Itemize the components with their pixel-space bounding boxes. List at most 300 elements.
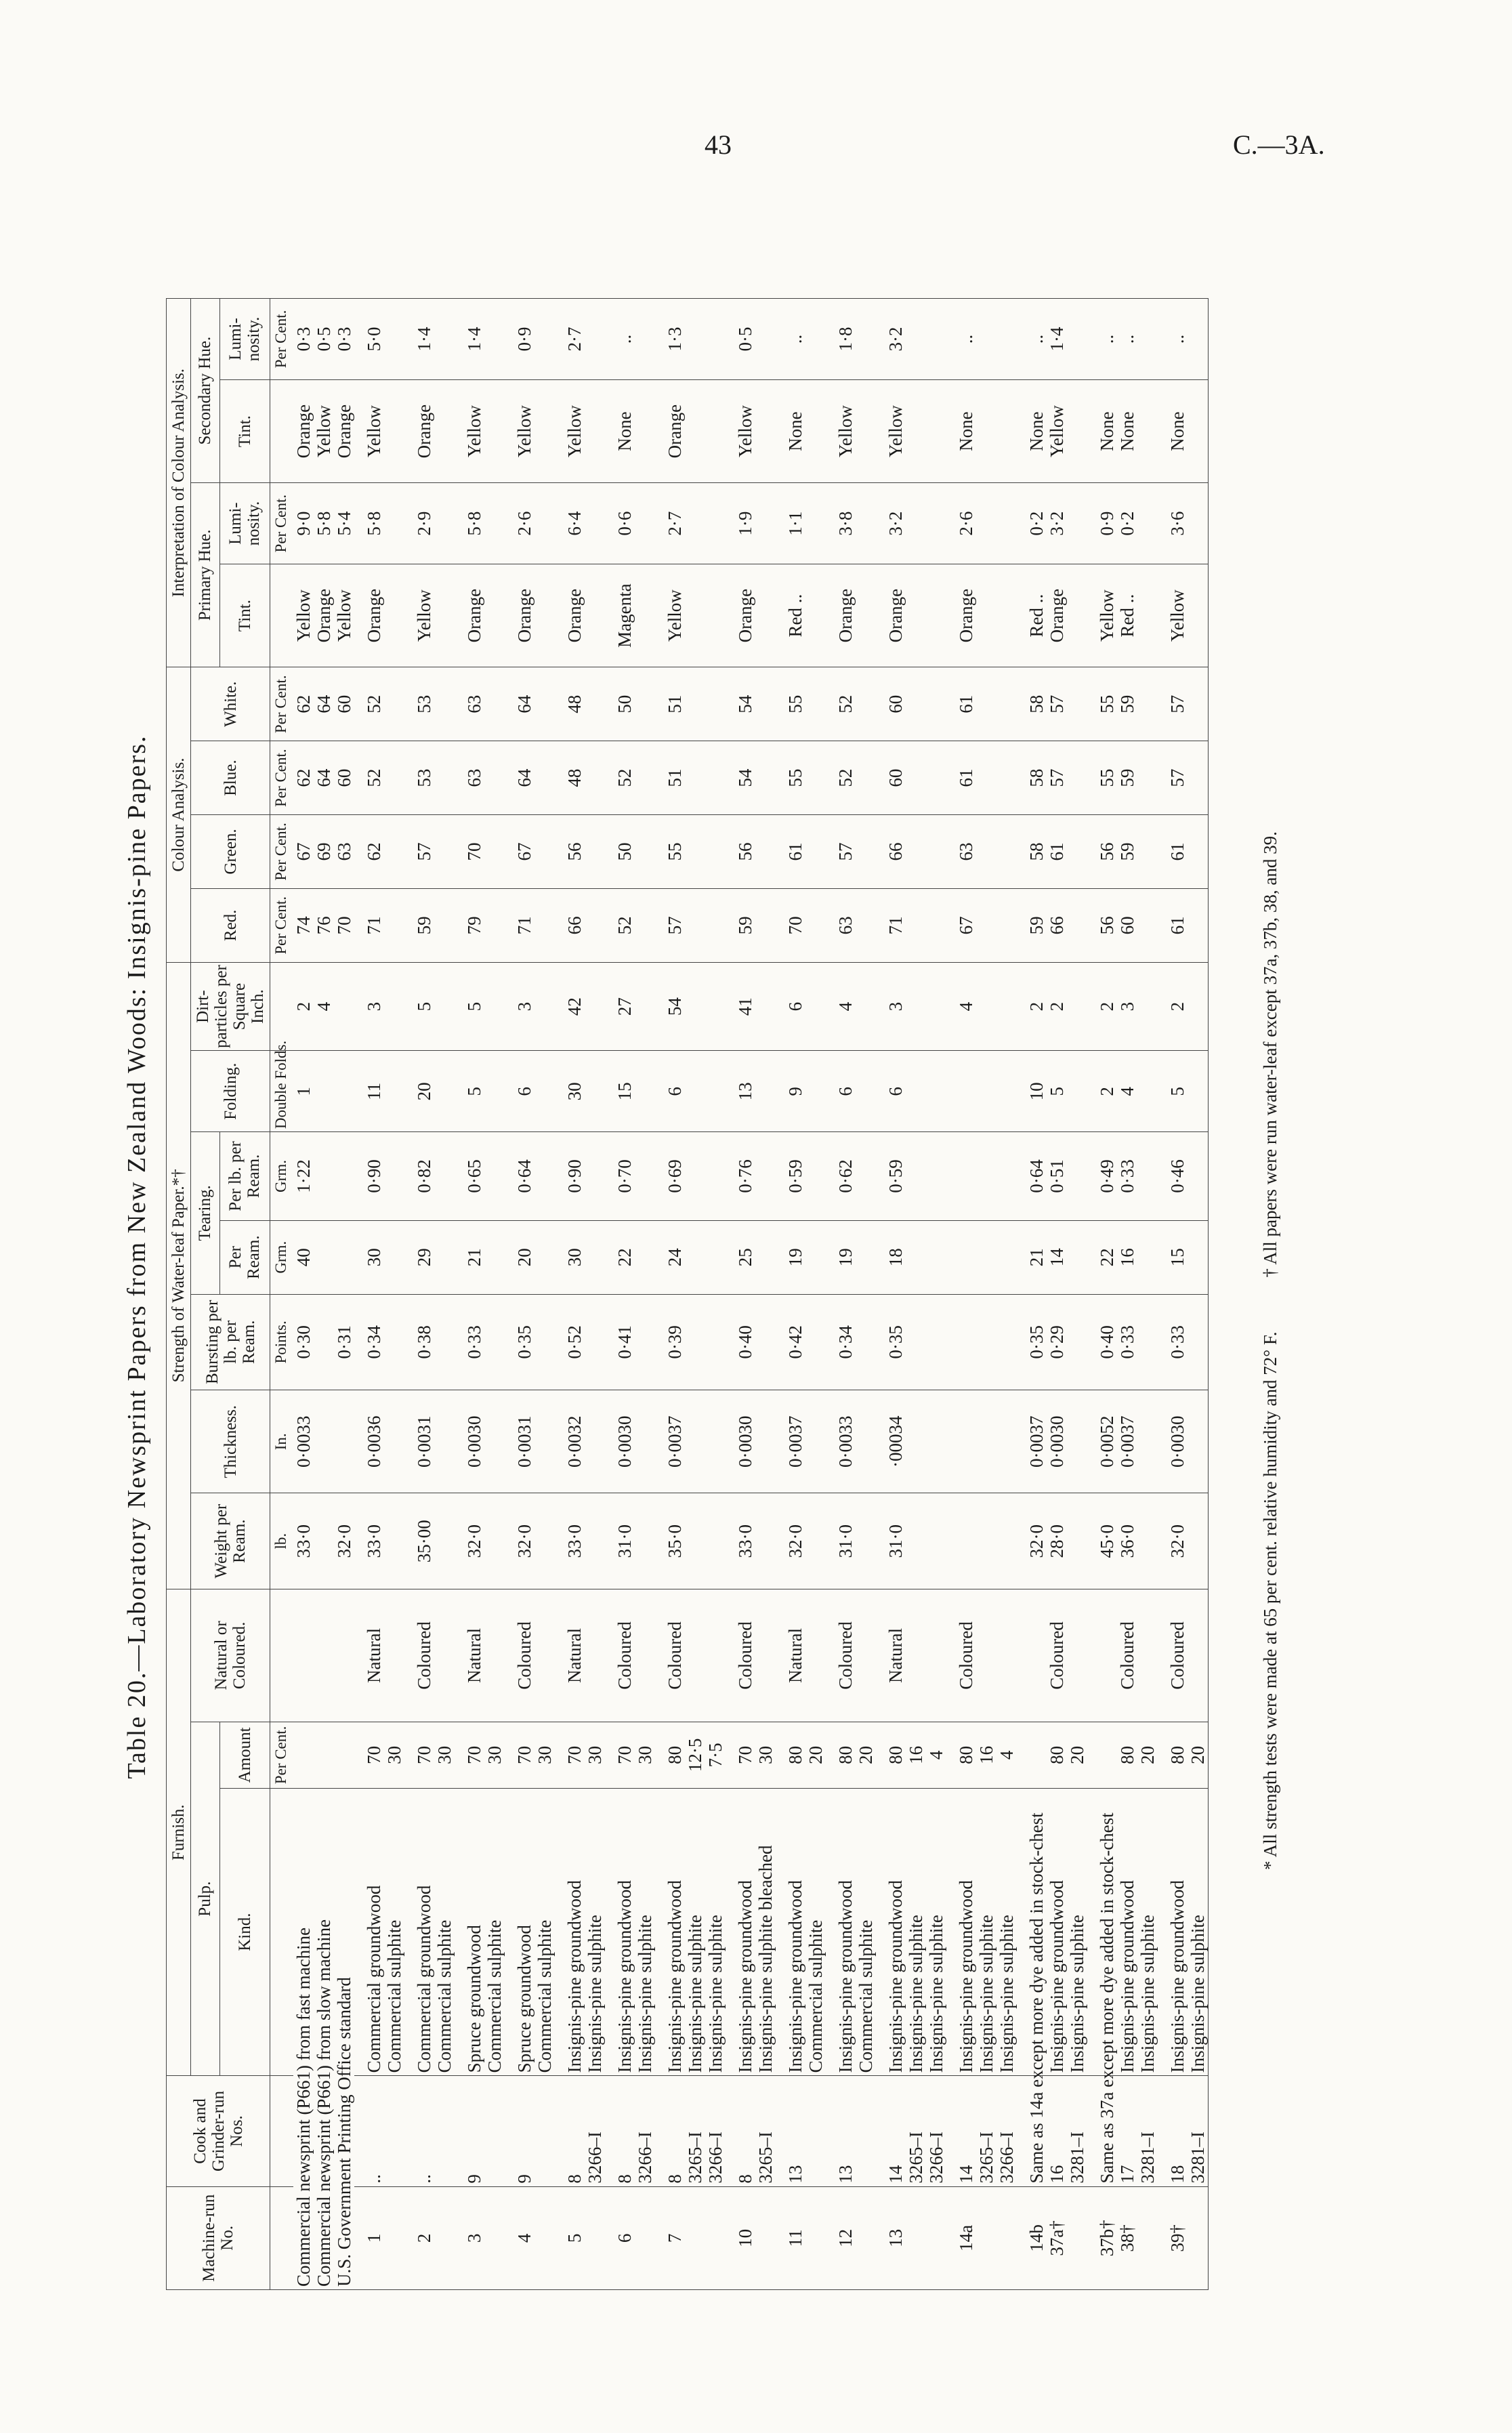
cell-tear-per-lb: 0·82	[404, 1132, 455, 1221]
cell-bursting: 0·34	[354, 1294, 404, 1390]
cell-weight	[946, 1493, 1017, 1589]
cell-red: 71	[505, 888, 555, 962]
cell-thickness	[334, 1390, 354, 1493]
cell-thickness	[946, 1390, 1017, 1493]
cell-tear-per-lb	[334, 1132, 354, 1221]
table-row	[455, 299, 505, 2290]
cell-secondary-luminosity: 1·4	[404, 299, 455, 380]
cell-cook-run: 14 3265–I 3266–I	[876, 2076, 946, 2186]
unit-white: Per Cent.	[270, 667, 294, 741]
cell-bursting: 0·38	[404, 1294, 455, 1390]
cell-weight: 45·0 36·0	[1087, 1493, 1158, 1589]
cell-dirt: 3	[354, 962, 404, 1051]
cell-machine-run: 10	[726, 2186, 776, 2289]
unit-amount: Per Cent.	[270, 1722, 294, 1788]
cell-machine-run: Commercial newsprint (P661) from fast machine	[293, 1788, 314, 2289]
cell-tear-per-ream: 22	[605, 1220, 655, 1294]
cell-machine-run: 14b 37a†	[1017, 2186, 1087, 2289]
table-title: Table 20.—Laboratory Newsprint Papers from New Zealand Woods: Insignis-pine Papers.	[123, 734, 151, 1779]
cell-tear-per-lb: 0·65	[455, 1132, 505, 1221]
header-dirt: Dirt-particles per Square Inch.	[191, 962, 270, 1051]
cell-primary-tint: Yellow	[404, 564, 455, 667]
cell-primary-luminosity: 5·4	[334, 483, 354, 564]
cell-amount: 70 30	[555, 1722, 605, 1788]
cell-secondary-luminosity: .. 1·4	[1017, 299, 1087, 380]
cell-secondary-luminosity: ..	[1158, 299, 1209, 380]
header-secondary-hue: Secondary Hue.	[191, 299, 220, 483]
cell-primary-luminosity: 9·0	[293, 483, 314, 564]
cell-blue: 55 59	[1087, 741, 1158, 815]
cell-primary-tint: Orange	[876, 564, 946, 667]
cell-green: 63	[946, 815, 1017, 889]
cell-secondary-tint: None None	[1087, 379, 1158, 482]
cell-white: 53	[404, 667, 455, 741]
unit-folding: Double Folds.	[270, 1051, 294, 1132]
cell-thickness: 0·0052 0·0037	[1087, 1390, 1158, 1493]
cell-machine-run: Commercial newsprint (P661) from slow machine	[314, 1788, 334, 2289]
header-primary-hue: Primary Hue.	[191, 483, 220, 667]
unit-blue: Per Cent.	[270, 741, 294, 815]
header-furnish: Furnish.	[167, 1589, 191, 2075]
cell-pulp-kind: Commercial groundwood Commercial sulphite	[354, 1788, 404, 2075]
cell-bursting: 0·35	[876, 1294, 946, 1390]
cell-blue: 58 57	[1017, 741, 1087, 815]
cell-white: 60	[334, 667, 354, 741]
cell-primary-luminosity: 5·8	[455, 483, 505, 564]
cell-secondary-tint: Orange	[334, 379, 354, 482]
cell-cook-run: 8 3266–I	[555, 2076, 605, 2186]
cell-red: 63	[826, 888, 876, 962]
cell-blue: 61	[946, 741, 1017, 815]
cell-primary-luminosity: 5·8	[314, 483, 334, 564]
cell-secondary-tint: Yellow	[455, 379, 505, 482]
table-row	[655, 299, 726, 2290]
cell-thickness: 0·0031	[505, 1390, 555, 1493]
cell-red: 57	[655, 888, 726, 962]
header-folding: Folding.	[191, 1051, 270, 1132]
header-white: White.	[191, 667, 270, 741]
header-bursting: Bursting per lb. per Ream.	[191, 1294, 270, 1390]
unit-secondary-luminosity: Per Cent.	[270, 299, 294, 380]
cell-tear-per-ream: 40	[293, 1220, 314, 1294]
cell-bursting: 0·52	[555, 1294, 605, 1390]
cell-primary-tint: Yellow	[293, 564, 314, 667]
cell-thickness	[314, 1390, 334, 1493]
cell-red: 70	[334, 888, 354, 962]
cell-bursting	[946, 1294, 1017, 1390]
cell-dirt: 4	[314, 962, 334, 1051]
table-row	[946, 299, 1017, 2290]
cell-tear-per-lb: 0·90	[555, 1132, 605, 1221]
cell-amount: 70 30	[455, 1722, 505, 1788]
header-primary-tint: Tint.	[219, 564, 270, 667]
cell-secondary-luminosity: 0·3	[293, 299, 314, 380]
cell-primary-tint: Orange	[726, 564, 776, 667]
cell-secondary-tint: None	[605, 379, 655, 482]
cell-natural-coloured: Coloured	[1087, 1589, 1158, 1722]
cell-thickness: 0·0036	[354, 1390, 404, 1493]
cell-primary-tint: Orange	[555, 564, 605, 667]
cell-blue: 62	[293, 741, 314, 815]
cell-bursting: 0·34	[826, 1294, 876, 1390]
cell-amount	[293, 1722, 314, 1788]
unit-primary-luminosity: Per Cent.	[270, 483, 294, 564]
cell-pulp-kind: Insignis-pine groundwood Insignis-pine sulphite Insignis-pine sulphite	[876, 1788, 946, 2075]
cell-natural-coloured: Natural	[876, 1589, 946, 1722]
cell-tear-per-lb: 0·64	[505, 1132, 555, 1221]
cell-blue: 48	[555, 741, 605, 815]
cell-tear-per-lb: 0·64 0·51	[1017, 1132, 1087, 1221]
table-row	[293, 299, 314, 2290]
table-row	[605, 299, 655, 2290]
cell-green: 61	[776, 815, 826, 889]
cell-secondary-tint: None	[1158, 379, 1209, 482]
cell-secondary-tint: Orange	[655, 379, 726, 482]
cell-tear-per-lb: 0·49 0·33	[1087, 1132, 1158, 1221]
cell-machine-run: 13	[876, 2186, 946, 2289]
unit-bursting: Points.	[270, 1294, 294, 1390]
cell-bursting: 0·41	[605, 1294, 655, 1390]
cell-natural-coloured: Natural	[555, 1589, 605, 1722]
cell-secondary-luminosity: 1·8	[826, 299, 876, 380]
cell-thickness: 0·0033	[293, 1390, 314, 1493]
cell-white: 57	[1158, 667, 1209, 741]
cell-pulp-kind: Insignis-pine groundwood Insignis-pine sulphite	[605, 1788, 655, 2075]
cell-tear-per-ream: 20	[505, 1220, 555, 1294]
cell-amount	[334, 1722, 354, 1788]
cell-amount: 80 16 4	[946, 1722, 1017, 1788]
cell-primary-luminosity: 2·9	[404, 483, 455, 564]
header-cook: Cook and Grinder-run Nos.	[167, 2076, 270, 2186]
cell-green: 69	[314, 815, 334, 889]
cell-bursting	[314, 1294, 334, 1390]
cell-cook-run: ..	[404, 2076, 455, 2186]
cell-tear-per-lb	[946, 1132, 1017, 1221]
cell-amount: 80 20	[1158, 1722, 1209, 1788]
cell-dirt: 41	[726, 962, 776, 1051]
cell-natural-coloured: Coloured	[1158, 1589, 1209, 1722]
cell-green: 57	[826, 815, 876, 889]
cell-dirt: 4	[826, 962, 876, 1051]
cell-tear-per-ream: 30	[354, 1220, 404, 1294]
cell-dirt: 3	[876, 962, 946, 1051]
cell-machine-run: 1	[354, 2186, 404, 2289]
cell-cook-run: 8 3266–I	[605, 2076, 655, 2186]
cell-bursting: 0·35 0·29	[1017, 1294, 1087, 1390]
cell-weight: 33·0	[555, 1493, 605, 1589]
cell-weight: 35·00	[404, 1493, 455, 1589]
cell-white: 64	[314, 667, 334, 741]
cell-green: 58 61	[1017, 815, 1087, 889]
cell-secondary-luminosity: 1·4	[455, 299, 505, 380]
cell-dirt	[334, 962, 354, 1051]
cell-bursting: 0·40 0·33	[1087, 1294, 1158, 1390]
cell-cook-run: 14 3265–I 3266–I	[946, 2076, 1017, 2186]
cell-secondary-tint: Yellow	[505, 379, 555, 482]
cell-tear-per-ream: 30	[555, 1220, 605, 1294]
cell-folding	[314, 1051, 334, 1132]
cell-secondary-luminosity: 2·7	[555, 299, 605, 380]
cell-red: 61	[1158, 888, 1209, 962]
unit-tear-lb: Grm.	[270, 1132, 294, 1221]
header-secondary-tint: Tint.	[219, 379, 270, 482]
cell-natural-coloured: Natural	[776, 1589, 826, 1722]
cell-pulp-kind: Insignis-pine groundwood Insignis-pine sulphite Insignis-pine sulphite	[655, 1788, 726, 2075]
cell-dirt: 54	[655, 962, 726, 1051]
header-strength: Strength of Water-leaf Paper.*†	[167, 962, 191, 1589]
cell-white: 48	[555, 667, 605, 741]
cell-white: 55	[776, 667, 826, 741]
cell-weight: 32·0	[334, 1493, 354, 1589]
cell-primary-tint: Orange	[354, 564, 404, 667]
cell-dirt: 2 3	[1087, 962, 1158, 1051]
cell-green: 67	[505, 815, 555, 889]
units-row	[270, 299, 294, 2290]
cell-primary-tint: Yellow	[1158, 564, 1209, 667]
unit-weight: lb.	[270, 1493, 294, 1589]
cell-folding: 15	[605, 1051, 655, 1132]
cell-cook-run: ..	[354, 2076, 404, 2186]
cell-secondary-tint: Orange	[293, 379, 314, 482]
cell-tear-per-lb: 0·62	[826, 1132, 876, 1221]
cell-tear-per-ream: 18	[876, 1220, 946, 1294]
cell-dirt: 2	[1158, 962, 1209, 1051]
cell-cook-run: Same as 14a except more dye added in stock-chest 16 3281–I	[1017, 2076, 1087, 2186]
cell-blue: 55	[776, 741, 826, 815]
cell-secondary-luminosity: 3·2	[876, 299, 946, 380]
cell-red: 59	[404, 888, 455, 962]
header-tearing: Tearing.	[191, 1132, 220, 1294]
cell-natural-coloured	[314, 1589, 334, 1722]
cell-tear-per-ream: 21 14	[1017, 1220, 1087, 1294]
cell-primary-luminosity: 2·6	[505, 483, 555, 564]
cell-blue: 52	[826, 741, 876, 815]
cell-primary-luminosity: 0·9 0·2	[1087, 483, 1158, 564]
cell-bursting: 0·31	[334, 1294, 354, 1390]
cell-machine-run: 3	[455, 2186, 505, 2289]
cell-red: 67	[946, 888, 1017, 962]
cell-natural-coloured: Coloured	[505, 1589, 555, 1722]
cell-machine-run: 4	[505, 2186, 555, 2289]
cell-blue: 57	[1158, 741, 1209, 815]
cell-green: 62	[354, 815, 404, 889]
cell-white: 64	[505, 667, 555, 741]
cell-folding: 6	[826, 1051, 876, 1132]
cell-pulp-kind: Insignis-pine groundwood Insignis-pine sulphite	[555, 1788, 605, 2075]
cell-green: 56 59	[1087, 815, 1158, 889]
cell-folding: 6	[505, 1051, 555, 1132]
cell-tear-per-ream	[314, 1220, 334, 1294]
cell-machine-run: 6	[605, 2186, 655, 2289]
cell-pulp-kind: Commercial groundwood Commercial sulphite	[404, 1788, 455, 2075]
header-tear-per-ream: Per Ream.	[219, 1220, 270, 1294]
cell-natural-coloured: Natural	[455, 1589, 505, 1722]
cell-blue: 52	[605, 741, 655, 815]
cell-green: 55	[655, 815, 726, 889]
table-row	[1158, 299, 1209, 2290]
cell-primary-luminosity: 3·6	[1158, 483, 1209, 564]
cell-amount: 80 20	[1017, 1722, 1087, 1788]
cell-amount: 70 30	[726, 1722, 776, 1788]
cell-thickness: 0·0030	[1158, 1390, 1209, 1493]
cell-folding: 13	[726, 1051, 776, 1132]
cell-red: 70	[776, 888, 826, 962]
cell-dirt: 3	[505, 962, 555, 1051]
cell-red: 59 66	[1017, 888, 1087, 962]
cell-blue: 64	[505, 741, 555, 815]
cell-cook-run: 13	[776, 2076, 826, 2186]
cell-red: 74	[293, 888, 314, 962]
cell-tear-per-lb	[314, 1132, 334, 1221]
header-natural: Natural or Coloured.	[191, 1589, 270, 1722]
cell-weight: 32·0 28·0	[1017, 1493, 1087, 1589]
cell-folding	[334, 1051, 354, 1132]
cell-weight: 33·0	[726, 1493, 776, 1589]
cell-primary-tint: Red ..	[776, 564, 826, 667]
table-row	[1017, 299, 1087, 2290]
cell-amount: 80 20	[826, 1722, 876, 1788]
cell-cook-run: 9	[505, 2076, 555, 2186]
cell-cook-run: 8 3265–I	[726, 2076, 776, 2186]
cell-tear-per-ream: 29	[404, 1220, 455, 1294]
header-blue: Blue.	[191, 741, 270, 815]
cell-white: 52	[354, 667, 404, 741]
cell-secondary-luminosity: 0·9	[505, 299, 555, 380]
header-interpretation: Interpretation of Colour Analysis.	[167, 299, 191, 667]
cell-tear-per-ream: 22 16	[1087, 1220, 1158, 1294]
cell-pulp-kind: Insignis-pine groundwood Commercial sulphite	[776, 1788, 826, 2075]
cell-primary-tint: Orange	[455, 564, 505, 667]
cell-secondary-tint: None Yellow	[1017, 379, 1087, 482]
header-green: Green.	[191, 815, 270, 889]
cell-tear-per-lb: 0·70	[605, 1132, 655, 1221]
cell-weight: 31·0	[605, 1493, 655, 1589]
cell-amount: 70 30	[404, 1722, 455, 1788]
cell-secondary-tint: None	[946, 379, 1017, 482]
cell-bursting: 0·35	[505, 1294, 555, 1390]
cell-red: 76	[314, 888, 334, 962]
cell-blue: 51	[655, 741, 726, 815]
header-thickness: Thickness.	[191, 1390, 270, 1493]
cell-secondary-luminosity: ..	[946, 299, 1017, 380]
cell-primary-luminosity: 0·2 3·2	[1017, 483, 1087, 564]
cell-primary-luminosity: 3·8	[826, 483, 876, 564]
cell-red: 71	[876, 888, 946, 962]
cell-white: 52	[826, 667, 876, 741]
cell-amount: 70 30	[505, 1722, 555, 1788]
cell-natural-coloured: Coloured	[946, 1589, 1017, 1722]
table-body	[270, 299, 1209, 2290]
header-colour-analysis: Colour Analysis.	[167, 667, 191, 962]
footnote-water-leaf: † All papers were run water-leaf except 37a, 37b, 38, and 39.	[1260, 831, 1280, 1278]
cell-secondary-tint: Yellow	[826, 379, 876, 482]
cell-secondary-luminosity: 0·5	[726, 299, 776, 380]
cell-weight: 33·0	[354, 1493, 404, 1589]
cell-secondary-tint: Yellow	[354, 379, 404, 482]
unit-thickness: In.	[270, 1390, 294, 1493]
cell-machine-run: U.S. Government Printing Office standard	[334, 1788, 354, 2289]
cell-green: 67	[293, 815, 314, 889]
cell-green: 56	[555, 815, 605, 889]
cell-pulp-kind: Insignis-pine groundwood Insignis-pine sulphite	[1017, 1788, 1087, 2075]
cell-white: 60	[876, 667, 946, 741]
header-machine: Machine-run No.	[167, 2186, 270, 2289]
cell-green: 57	[404, 815, 455, 889]
cell-folding: 5	[455, 1051, 505, 1132]
cell-white: 58 57	[1017, 667, 1087, 741]
cell-bursting: 0·39	[655, 1294, 726, 1390]
cell-bursting: 0·30	[293, 1294, 314, 1390]
cell-secondary-luminosity: ..	[605, 299, 655, 380]
header-tear-per-lb: Per lb. per Ream.	[219, 1132, 270, 1221]
cell-tear-per-lb: 0·46	[1158, 1132, 1209, 1221]
table-row	[555, 299, 605, 2290]
cell-machine-run: 39†	[1158, 2186, 1209, 2289]
table-row	[505, 299, 555, 2290]
cell-red: 79	[455, 888, 505, 962]
cell-secondary-luminosity: 5·0	[354, 299, 404, 380]
cell-natural-coloured: Coloured	[655, 1589, 726, 1722]
cell-bursting: 0·42	[776, 1294, 826, 1390]
cell-secondary-luminosity: 0·5	[314, 299, 334, 380]
cell-natural-coloured	[293, 1589, 314, 1722]
cell-weight: 31·0	[876, 1493, 946, 1589]
cell-bursting: 0·33	[455, 1294, 505, 1390]
cell-red: 56 60	[1087, 888, 1158, 962]
table-row	[776, 299, 826, 2290]
cell-thickness: 0·0033	[826, 1390, 876, 1493]
cell-pulp-kind: Insignis-pine groundwood Insignis-pine sulphite Insignis-pine sulphite	[946, 1788, 1017, 2075]
cell-folding: 20	[404, 1051, 455, 1132]
table-row	[334, 299, 354, 2290]
cell-natural-coloured: Coloured	[404, 1589, 455, 1722]
cell-green: 63	[334, 815, 354, 889]
cell-folding: 30	[555, 1051, 605, 1132]
unit-red: Per Cent.	[270, 888, 294, 962]
cell-weight: 33·0	[293, 1493, 314, 1589]
cell-amount: 80 12·5 7·5	[655, 1722, 726, 1788]
cell-machine-run: 11	[776, 2186, 826, 2289]
footnote-humidity: * All strength tests were made at 65 per cent. relative humidity and 72° F.	[1260, 1331, 1280, 1870]
cell-white: 61	[946, 667, 1017, 741]
cell-pulp-kind: Insignis-pine groundwood Insignis-pine sulphite bleached	[726, 1788, 776, 2075]
cell-folding: 6	[655, 1051, 726, 1132]
cell-white: 54	[726, 667, 776, 741]
cell-tear-per-ream: 19	[776, 1220, 826, 1294]
cell-white: 62	[293, 667, 314, 741]
cell-blue: 63	[455, 741, 505, 815]
cell-machine-run: 14a	[946, 2186, 1017, 2289]
cell-weight: 31·0	[826, 1493, 876, 1589]
cell-tear-per-lb: 0·69	[655, 1132, 726, 1221]
cell-primary-luminosity: 6·4	[555, 483, 605, 564]
table-row	[826, 299, 876, 2290]
cell-weight	[314, 1493, 334, 1589]
cell-white: 50	[605, 667, 655, 741]
cell-green: 61	[1158, 815, 1209, 889]
cell-thickness: 0·0037	[655, 1390, 726, 1493]
cell-natural-coloured: Natural	[354, 1589, 404, 1722]
unit-tear-ream: Grm.	[270, 1220, 294, 1294]
cell-blue: 54	[726, 741, 776, 815]
cell-secondary-tint: Yellow	[726, 379, 776, 482]
cell-tear-per-lb: 0·59	[876, 1132, 946, 1221]
cell-amount: 70 30	[605, 1722, 655, 1788]
cell-amount: 80 20	[1087, 1722, 1158, 1788]
header-red: Red.	[191, 888, 270, 962]
cell-green: 56	[726, 815, 776, 889]
cell-primary-tint: Yellow	[334, 564, 354, 667]
